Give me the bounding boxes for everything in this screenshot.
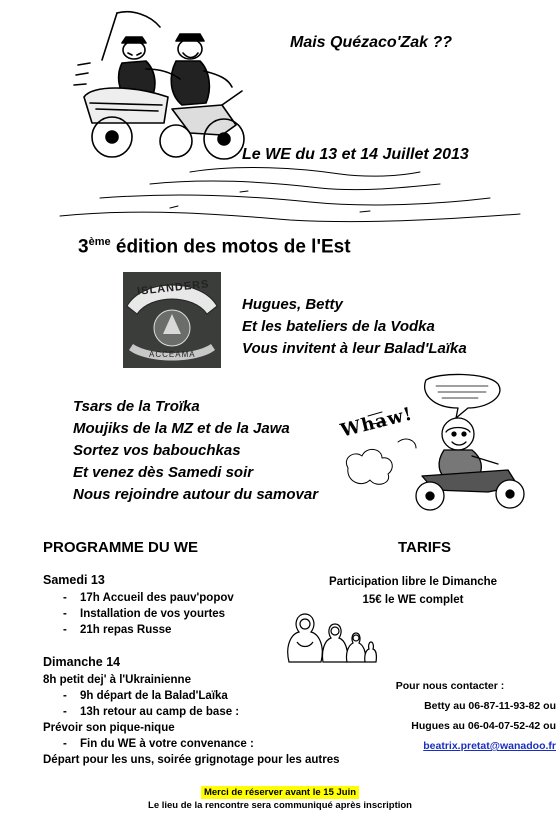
contact-hugues: Hugues au 06-04-07-52-42 ou xyxy=(411,720,556,732)
tarif-line: Participation libre le Dimanche xyxy=(328,576,498,588)
cartoon-exclaim: Whaw! xyxy=(338,403,415,442)
call-line: Nous rejoindre autour du samovar xyxy=(73,486,319,503)
invitation-block xyxy=(242,294,467,360)
invitation-line: Et les bateliers de la Vodka xyxy=(242,318,435,335)
sidecar-sketch-image xyxy=(72,5,252,165)
sunday-line: Départ pour les uns, soirée grignotage pour les autres xyxy=(43,754,340,766)
location-notice: Le lieu de la rencontre sera communiqué après inscription xyxy=(148,800,412,811)
saturday-label: Samedi 13 xyxy=(43,573,105,587)
reserve-notice-wrap xyxy=(0,787,560,798)
call-block xyxy=(73,396,318,506)
call-line: Et venez dès Samedi soir xyxy=(73,464,254,481)
program-item: - 17h Accueil des pauv'popov xyxy=(43,590,313,606)
program-item: - 21h repas Russe xyxy=(43,622,313,638)
call-line: Tsars de la Troïka xyxy=(73,398,200,415)
patch-top-text: ISLANDERS xyxy=(136,278,210,298)
contact-label: Pour nous contacter : xyxy=(395,680,505,692)
call-line: Moujiks de la MZ et de la Jawa xyxy=(73,420,290,437)
islanders-patch-image xyxy=(123,272,221,368)
edition-number: 3 xyxy=(78,236,89,258)
invitation-line: Vous invitent à leur Balad'Laïka xyxy=(242,340,467,357)
saturday-list xyxy=(43,590,313,638)
edition-title: édition des motos de l'Est xyxy=(110,236,351,258)
contact-block xyxy=(338,676,556,756)
cartoon-biker-image xyxy=(338,372,534,512)
tarifs-block xyxy=(318,573,508,609)
edition-superscript: ème xyxy=(88,236,111,248)
edition-heading xyxy=(78,236,351,258)
program-item: - 13h retour au camp de base : xyxy=(43,704,423,720)
program-title: PROGRAMME DU WE xyxy=(43,539,198,556)
tarifs-title: TARIFS xyxy=(398,539,452,556)
horizon-decoration xyxy=(40,162,540,232)
call-line: Sortez vos babouchkas xyxy=(73,442,241,459)
contact-betty: Betty au 06-87-11-93-82 ou xyxy=(424,700,556,712)
matryoshka-dolls-image xyxy=(285,612,377,664)
patch-bottom-text: ACCEAMA xyxy=(149,350,196,359)
invitation-line: Hugues, Betty xyxy=(242,296,343,313)
event-date: Le WE du 13 et 14 Juillet 2013 xyxy=(242,146,469,163)
program-item: - 9h départ de la Balad'Laïka xyxy=(43,688,423,704)
contact-email-link[interactable]: beatrix.pretat@wanadoo.fr xyxy=(423,740,556,752)
tarif-line: 15€ le WE complet xyxy=(362,594,464,606)
sunday-label: Dimanche 14 xyxy=(43,655,121,669)
program-item: - Fin du WE à votre convenance : xyxy=(43,736,423,752)
reserve-notice: Merci de réserver avant le 15 Juin xyxy=(201,786,359,799)
sunday-line: 8h petit dej' à l'Ukrainienne xyxy=(43,674,191,686)
sunday-line: Prévoir son pique-nique xyxy=(43,722,175,734)
program-item: - Installation de vos yourtes xyxy=(43,606,313,622)
page-title: Mais Quézaco'Zak ?? xyxy=(290,34,453,51)
